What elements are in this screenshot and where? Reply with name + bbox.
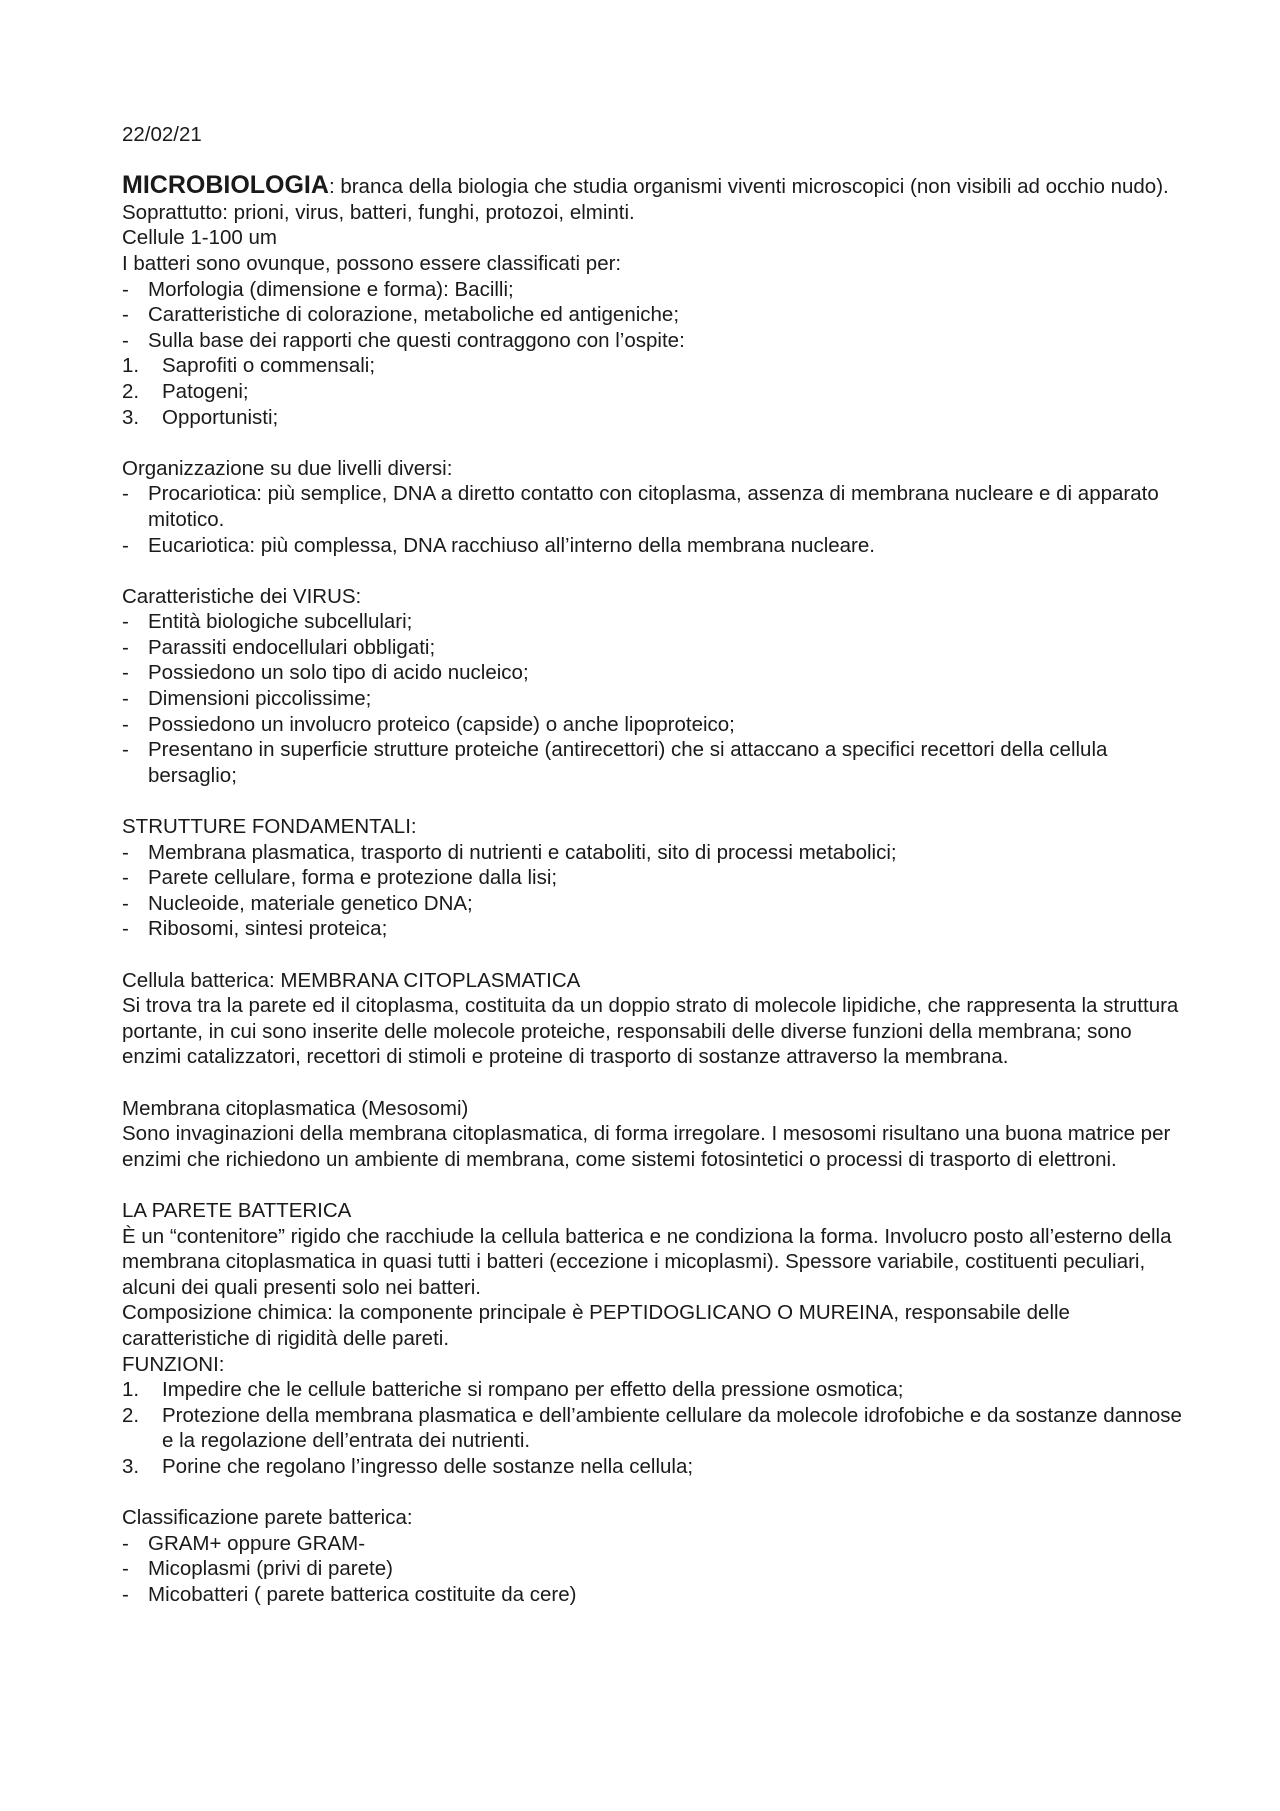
membrane-heading: Cellula batterica: MEMBRANA CITOPLASMATICA bbox=[122, 968, 581, 992]
list-item bbox=[122, 328, 1182, 354]
list-item-text: Impedire che le cellule batteriche si rompano per effetto della pressione osmotica; bbox=[162, 1378, 904, 1402]
classification-list bbox=[122, 1531, 1182, 1608]
list-item bbox=[122, 635, 1182, 661]
structures-list bbox=[122, 840, 1182, 942]
host-relation-list bbox=[122, 353, 1182, 430]
dash-marker: - bbox=[122, 738, 129, 762]
list-item-text: GRAM+ oppure GRAM- bbox=[148, 1531, 366, 1555]
list-item-text: Entità biologiche subcellulari; bbox=[148, 610, 413, 634]
number-marker: 3. bbox=[122, 405, 140, 429]
list-item bbox=[122, 1377, 1182, 1403]
organization-lead: Organizzazione su due livelli diversi: bbox=[122, 456, 453, 480]
list-item-text: Morfologia (dimensione e forma): Bacilli; bbox=[148, 277, 514, 301]
list-item-text: Eucariotica: più complessa, DNA racchiuso all’interno della membrana nucleare. bbox=[148, 533, 875, 557]
mesosomes-text: Sono invaginazioni della membrana citoplasmatica, di forma irregolare. I mesosomi risultano una buona matrice per enzimi che richiedono un ambiente di membrana, come sistemi fotosintetici o processi di trasporto di elettroni. bbox=[122, 1122, 1171, 1171]
cells-size-line: Cellule 1-100 um bbox=[122, 226, 277, 250]
dash-marker: - bbox=[122, 687, 129, 711]
organization-list bbox=[122, 481, 1182, 558]
list-item bbox=[122, 737, 1182, 788]
bacteria-list bbox=[122, 277, 1182, 354]
list-item bbox=[122, 481, 1182, 532]
list-item-text: Presentano in superficie strutture proteiche (antirecettori) che si attaccano a specifici recettori della cellula bersaglio; bbox=[148, 738, 1108, 787]
list-item-text: Protezione della membrana plasmatica e dell’ambiente cellulare da molecole idrofobiche e da sostanze dannose e la regolazione dell’entrata dei nutrienti. bbox=[162, 1403, 1182, 1453]
number-marker: 2. bbox=[122, 1403, 140, 1427]
list-item bbox=[122, 686, 1182, 712]
dash-marker: - bbox=[122, 712, 129, 736]
list-item-text: Saprofiti o commensali; bbox=[162, 354, 376, 378]
virus-list bbox=[122, 609, 1182, 788]
number-marker: 1. bbox=[122, 1378, 140, 1402]
dash-marker: - bbox=[122, 277, 129, 301]
intro-text: : branca della biologia che studia organismi viventi microscopici (non visibili ad occhio nudo). Soprattutto: prioni, virus, batteri, funghi, protozoi, elminti. bbox=[122, 175, 1169, 224]
list-item bbox=[122, 1403, 1182, 1454]
list-item bbox=[122, 865, 1182, 891]
list-item-text: Micoplasmi (privi di parete) bbox=[148, 1557, 393, 1581]
structures-lead: STRUTTURE FONDAMENTALI: bbox=[122, 815, 417, 839]
functions-heading: FUNZIONI: bbox=[122, 1352, 225, 1376]
list-item-text: Caratteristiche di colorazione, metaboliche ed antigeniche; bbox=[148, 303, 680, 327]
dash-marker: - bbox=[122, 533, 129, 557]
list-item-text: Opportunisti; bbox=[162, 405, 279, 429]
virus-lead: Caratteristiche dei VIRUS: bbox=[122, 584, 362, 608]
list-item bbox=[122, 405, 1182, 431]
dash-marker: - bbox=[122, 891, 129, 915]
dash-marker: - bbox=[122, 635, 129, 659]
dash-marker: - bbox=[122, 328, 129, 352]
list-item bbox=[122, 353, 1182, 379]
list-item-text: Porine che regolano l’ingresso delle sostanze nella cellula; bbox=[162, 1454, 694, 1478]
dash-marker: - bbox=[122, 1531, 129, 1555]
list-item-text: Procariotica: più semplice, DNA a diretto contatto con citoplasma, assenza di membrana nucleare e di apparato mitotico. bbox=[148, 482, 1159, 531]
document-page bbox=[122, 122, 1182, 1607]
list-item-text: Membrana plasmatica, trasporto di nutrienti e cataboliti, sito di processi metabolici; bbox=[148, 840, 897, 864]
list-item-text: Dimensioni piccolissime; bbox=[148, 687, 372, 711]
list-item bbox=[122, 533, 1182, 559]
list-item bbox=[122, 840, 1182, 866]
list-item-text: Nucleoide, materiale genetico DNA; bbox=[148, 891, 473, 915]
list-item bbox=[122, 660, 1182, 686]
number-marker: 1. bbox=[122, 354, 140, 378]
number-marker: 2. bbox=[122, 379, 140, 403]
list-item bbox=[122, 1454, 1182, 1480]
dash-marker: - bbox=[122, 1582, 129, 1606]
classification-lead: Classificazione parete batterica: bbox=[122, 1506, 413, 1530]
dash-marker: - bbox=[122, 610, 129, 634]
list-item-text: Parete cellulare, forma e protezione dalla lisi; bbox=[148, 866, 558, 890]
list-item bbox=[122, 1582, 1182, 1608]
bacteria-lead: I batteri sono ovunque, possono essere classificati per: bbox=[122, 251, 622, 275]
list-item bbox=[122, 1531, 1182, 1557]
list-item bbox=[122, 916, 1182, 942]
dash-marker: - bbox=[122, 866, 129, 890]
mesosomes-heading: Membrana citoplasmatica (Mesosomi) bbox=[122, 1096, 469, 1120]
number-marker: 3. bbox=[122, 1454, 140, 1478]
dash-marker: - bbox=[122, 303, 129, 327]
wall-heading: LA PARETE BATTERICA bbox=[122, 1198, 352, 1222]
list-item bbox=[122, 891, 1182, 917]
wall-text-1: È un “contenitore” rigido che racchiude la cellula batterica e ne condiziona la forma. Involucro posto all’esterno della membrana citoplasmatica in quasi tutti i batteri (eccezione i micoplasmi). Spessore variabile, costituenti peculiari, alcuni dei quali presenti solo nei batteri. bbox=[122, 1224, 1172, 1299]
list-item-text: Sulla base dei rapporti che questi contraggono con l’ospite: bbox=[148, 328, 685, 352]
list-item bbox=[122, 277, 1182, 303]
functions-list bbox=[122, 1377, 1182, 1479]
membrane-text: Si trova tra la parete ed il citoplasma, costituita da un doppio strato di molecole lipidiche, che rappresenta la struttura portante, in cui sono inserite delle molecole proteiche, responsabili delle diverse funzioni della membrana; sono enzimi catalizzatori, recettori di stimoli e proteine di trasporto di sostanze attraverso la membrana. bbox=[122, 994, 1179, 1069]
intro-title: MICROBIOLOGIA bbox=[122, 171, 329, 200]
list-item-text: Patogeni; bbox=[162, 379, 249, 403]
list-item bbox=[122, 379, 1182, 405]
list-item bbox=[122, 1556, 1182, 1582]
list-item bbox=[122, 712, 1182, 738]
list-item-text: Possiedono un solo tipo di acido nucleico; bbox=[148, 661, 529, 685]
list-item-text: Possiedono un involucro proteico (capside) o anche lipoproteico; bbox=[148, 712, 735, 736]
wall-text-2: Composizione chimica: la componente principale è PEPTIDOGLICANO O MUREINA, responsabile delle caratteristiche di rigidità delle pareti. bbox=[122, 1301, 1070, 1350]
dash-marker: - bbox=[122, 917, 129, 941]
list-item bbox=[122, 302, 1182, 328]
dash-marker: - bbox=[122, 840, 129, 864]
intro-paragraph bbox=[122, 173, 1182, 225]
list-item-text: Parassiti endocellulari obbligati; bbox=[148, 635, 436, 659]
dash-marker: - bbox=[122, 1557, 129, 1581]
list-item-text: Micobatteri ( parete batterica costituite da cere) bbox=[148, 1582, 577, 1606]
dash-marker: - bbox=[122, 482, 129, 506]
list-item-text: Ribosomi, sintesi proteica; bbox=[148, 917, 388, 941]
dash-marker: - bbox=[122, 661, 129, 685]
date: 22/02/21 bbox=[122, 123, 202, 146]
list-item bbox=[122, 609, 1182, 635]
